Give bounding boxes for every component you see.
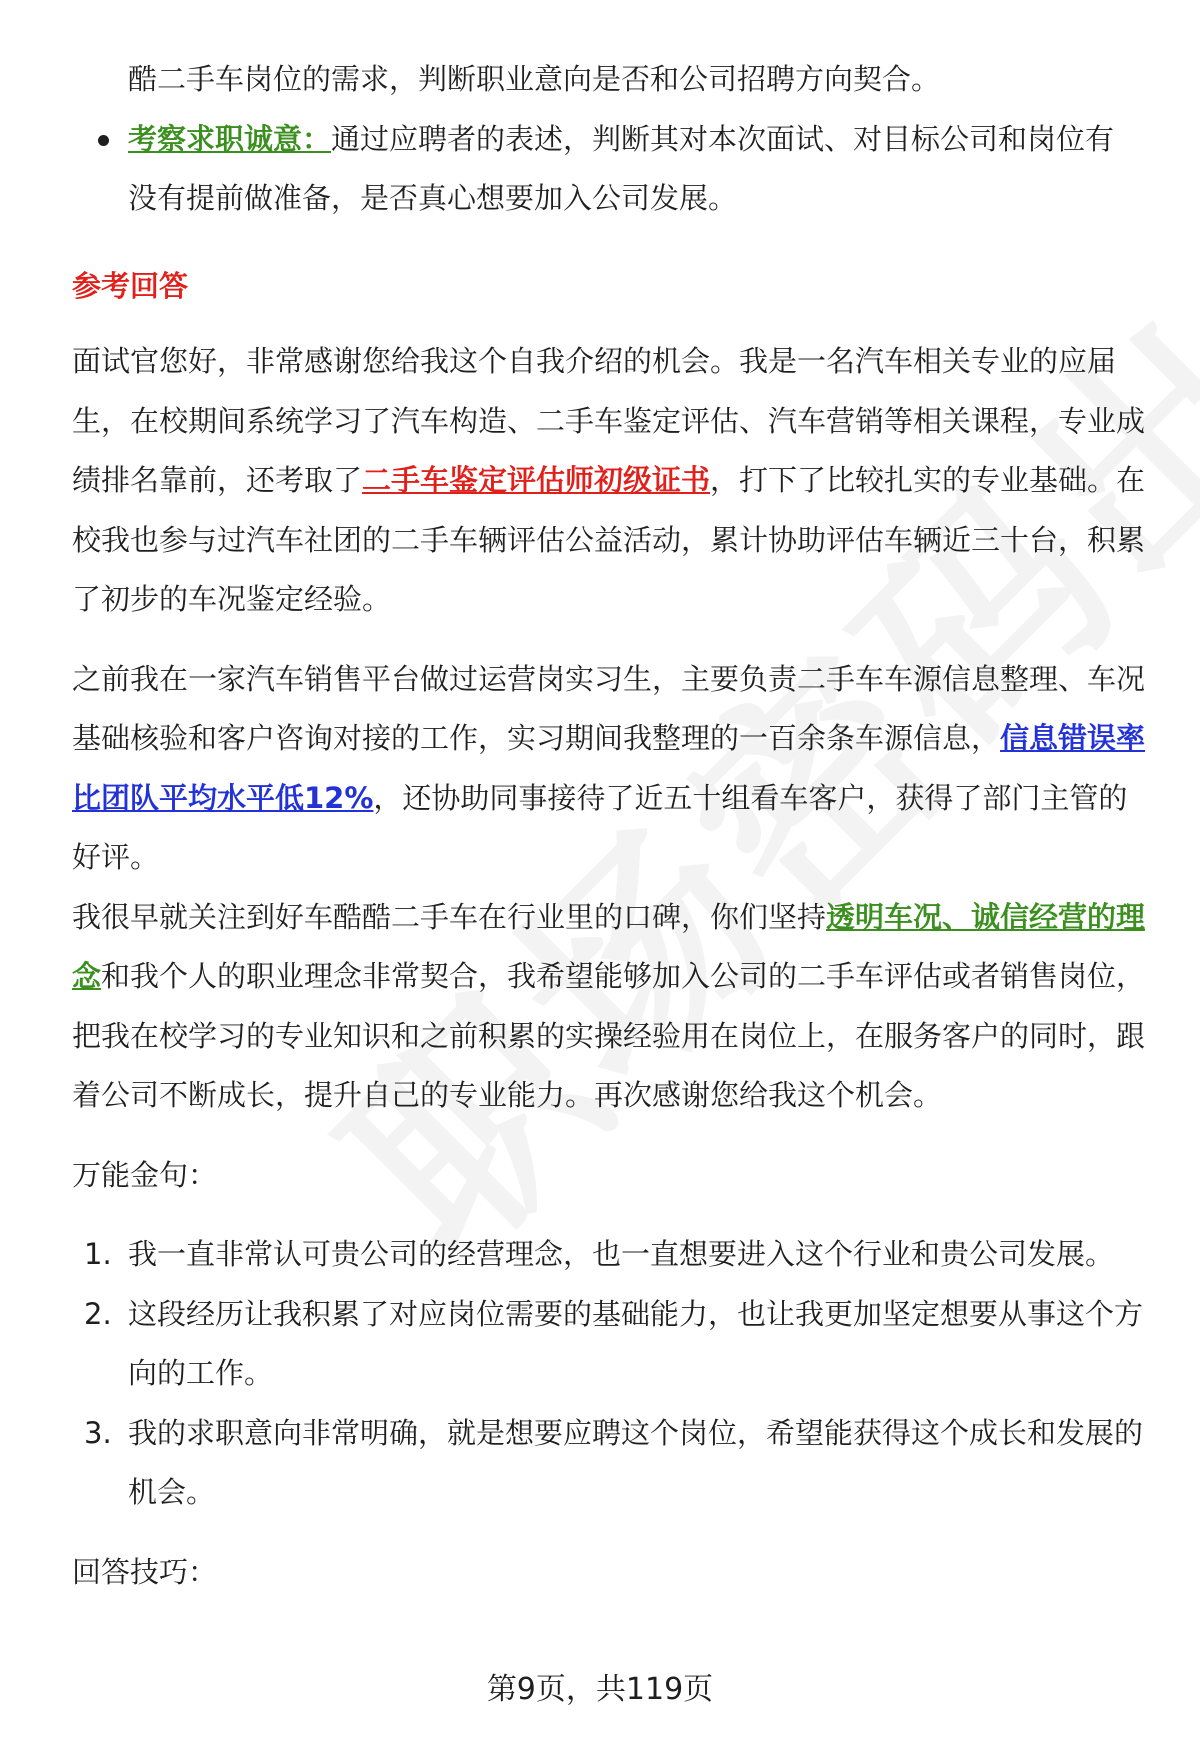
golden-sentences-list — [72, 1225, 1152, 1523]
error-rate-highlight: 信息错误率比团队平均水平低12% — [72, 721, 1146, 815]
golden-sentence-item — [72, 1225, 1152, 1285]
golden-sentence-item — [72, 1285, 1152, 1404]
answer-paragraph-1 — [72, 332, 1152, 630]
bullet-list — [72, 110, 1152, 229]
bullet-text-line1: 通过应聘者的表述，判断其对本次面试、对目标公司和岗位有 — [331, 121, 1115, 156]
golden-sentence-item — [72, 1404, 1152, 1523]
para1-text-b: ，打下了比较扎实的专业基础。在校我也参与过汽车社团的二手车辆评估公益活动，累计协助评估车辆近三十台，积累了初步的车况鉴定经验。 — [72, 463, 1146, 616]
para2-text-b: ，还协助同事接待了近五十组看车客户，获得了部门主管的好评。 — [72, 780, 1128, 874]
para1-text-a: 面试官您好，非常感谢您给我这个自我介绍的机会。我是一名汽车相关专业的应届生，在校期间系统学习了汽车构造、二手车鉴定评估、汽车营销等相关课程，专业成绩排名靠前，还考取了 — [72, 344, 1146, 497]
answer-tips-title: 回答技巧： — [72, 1554, 218, 1589]
bullet-label: 考察求职诚意： — [128, 121, 332, 156]
item-number: 3. — [84, 1415, 112, 1450]
golden-sentences-title: 万能金句： — [72, 1157, 218, 1192]
reference-answer-heading: 参考回答 — [72, 268, 189, 303]
page-content — [72, 50, 1152, 1602]
bullet-item-sincerity — [72, 110, 1152, 229]
answer-paragraph-3 — [72, 888, 1152, 1126]
bullet-text-line2: 没有提前做准备，是否真心想要加入公司发展。 — [128, 181, 738, 215]
item-number: 1. — [84, 1237, 112, 1271]
answer-paragraph-2 — [72, 650, 1152, 888]
item-text: 我的求职意向非常明确，就是想要应聘这个岗位，希望能获得这个成长和发展的机会。 — [128, 1415, 1144, 1509]
para3-text-b: 和我个人的职业理念非常契合，我希望能够加入公司的二手车评估或者销售岗位，把我在校学习的专业知识和之前积累的实操经验用在岗位上，在服务客户的同时，跟着公司不断成长，提升自己的专业能力。再次感谢您给我这个机会。 — [72, 959, 1146, 1112]
para3-text-a: 我很早就关注到好车酷酷二手车在行业里的口碑，你们坚持 — [72, 899, 827, 934]
certificate-highlight: 二手车鉴定评估师初级证书 — [362, 463, 711, 497]
continued-bullet-text: 酷二手车岗位的需求，判断职业意向是否和公司招聘方向契合。 — [128, 62, 941, 96]
item-text: 我一直非常认可贵公司的经营理念，也一直想要进入这个行业和贵公司发展。 — [128, 1237, 1115, 1271]
item-text: 这段经历让我积累了对应岗位需要的基础能力，也让我更加坚定想要从事这个方向的工作。 — [128, 1296, 1144, 1390]
para2-text-a: 之前我在一家汽车销售平台做过运营岗实习生，主要负责二手车车源信息整理、车况基础核验和客户咨询对接的工作，实习期间我整理的一百余条车源信息， — [72, 661, 1146, 755]
page-footer: 第9页，共119页 — [486, 1672, 714, 1707]
item-number: 2. — [84, 1296, 112, 1331]
philosophy-highlight: 透明车况、诚信经营的理念 — [72, 899, 1146, 993]
